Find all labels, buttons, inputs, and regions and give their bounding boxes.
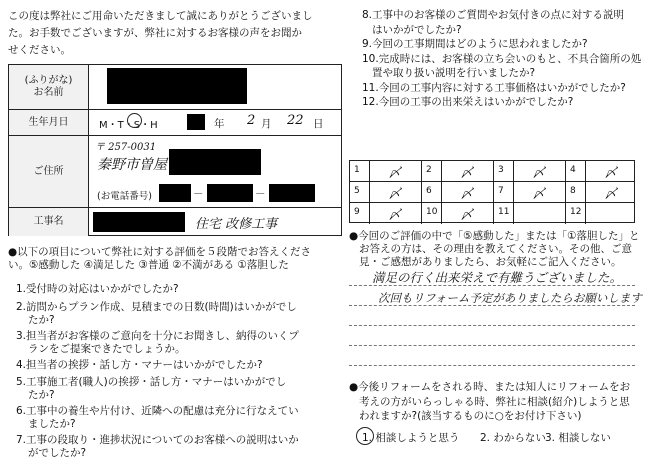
question-7b: がでしたか?	[28, 447, 87, 459]
intro-line-2: た。お手数でございますが、弊社に対するお客様の声をお聞か	[8, 27, 302, 39]
comment-prompt-line-2: お答えの方は、その理由を教えてください。その他、ご意	[359, 243, 632, 255]
question-10b: 置や取り扱い説明を行いましたか?	[372, 67, 536, 79]
rating-number: 6	[426, 186, 432, 196]
question-6b: ましたか?	[28, 418, 76, 430]
work-label: 工事名	[33, 216, 64, 227]
question-8b: はいかがでしたか?	[372, 23, 462, 36]
rating-number-cell	[494, 161, 514, 182]
rating-mark-cell[interactable]	[370, 182, 422, 203]
question-5a: 5.工事施工者(職人)の挨拶・話し方・マナーはいかがでし	[16, 376, 287, 388]
comment-prompt-line-1: ●今回のご評価の中で「⑤感動した」または「①落胆した」と	[349, 230, 640, 242]
postal-code: 〒 257-0031	[95, 142, 157, 153]
question-2b: たか?	[28, 314, 55, 326]
rating-mark-cell[interactable]	[514, 182, 566, 203]
rating-mark-cell[interactable]	[370, 203, 422, 224]
name-label-cell	[9, 65, 89, 109]
comment-rule-4	[349, 345, 635, 346]
question-5b: たか?	[28, 389, 55, 401]
work-name: 住宅 改修工事	[195, 217, 278, 232]
rating-number: 8	[570, 186, 576, 196]
question-12: 12.今回の工事の出来栄えはいかがでしたか?	[362, 96, 574, 108]
rating-mark-cell[interactable]	[586, 203, 634, 224]
work-row	[9, 207, 341, 236]
birth-month: 2	[247, 113, 256, 128]
instruction-line-1: ●以下の項目について弊社に対する評価を５段階でお答えくださ	[8, 246, 311, 258]
rating-checkmark: 〆	[460, 166, 474, 181]
comment-rule-5	[349, 365, 635, 366]
intro-line-3: せください。	[8, 44, 71, 56]
phone-redaction-1	[159, 184, 191, 202]
rating-number-cell	[422, 161, 442, 182]
phone-dash-2: －	[255, 188, 266, 200]
rating-number: 2	[426, 165, 432, 175]
work-redaction	[93, 212, 185, 232]
rating-mark-cell[interactable]	[442, 182, 494, 203]
comment-handwritten-line-2: 次回もリフォーム予定がありましたらお願いします	[378, 291, 642, 305]
rating-number: 12	[570, 207, 582, 217]
birth-year-unit: 年	[214, 118, 225, 130]
birth-month-unit: 月	[261, 118, 272, 130]
rating-number: 4	[570, 165, 576, 175]
rating-number-cell	[350, 182, 370, 203]
question-10a: 10.完成時には、お客様の立ち会いのもと、不具合箇所の処	[362, 52, 642, 65]
question-4: 4.担当者の挨拶・話し方・マナーはいかがでしたか?	[16, 359, 263, 371]
instruction-line-2: い。⑤感動した ④満足した ③普通 ②不満がある ①落胆した	[8, 259, 289, 271]
rating-mark-cell[interactable]	[514, 203, 566, 224]
question-3a: 3.担当者がお客様のご意向を十分にお聞きし、納得のいくプ	[16, 330, 300, 342]
referral-option-2: 2. わからない	[480, 432, 546, 444]
rating-checkmark: 〆	[604, 187, 618, 202]
rating-number-cell	[350, 203, 370, 224]
referral-line-3: われますか?(該当するものに○をお付け下さい)	[359, 410, 582, 422]
rating-number: 3	[498, 165, 504, 175]
phone-redaction-2	[207, 184, 253, 202]
intro-line-1: この度は弊社にご用命いただきまして誠にありがとうございまし	[8, 10, 313, 22]
rating-number-cell	[422, 203, 442, 224]
rating-grid	[349, 160, 635, 223]
rating-number: 7	[498, 186, 504, 196]
address-label: ご住所	[33, 165, 64, 177]
rating-checkmark: 〆	[532, 187, 546, 202]
question-6a: 6.工事中の養生や片付け、近隣への配慮は充分に行なえてい	[16, 405, 299, 417]
comment-prompt-line-3: 見・ご感想がありましたら、お気軽にご記入ください。	[359, 256, 622, 268]
rating-number: 9	[354, 207, 360, 217]
name-row	[9, 65, 341, 109]
birth-day-unit: 日	[313, 118, 324, 130]
rating-number: 10	[426, 207, 438, 217]
phone-label: (お電話番号)	[97, 191, 152, 202]
question-1: 1.受付時の対応はいかがでしたか?	[16, 283, 179, 295]
rating-checkmark: 〆	[388, 208, 402, 223]
rating-checkmark: 〆	[532, 166, 546, 181]
rating-number-cell	[422, 182, 442, 203]
question-3b: ランをご提案できたでしょうか。	[28, 343, 186, 355]
address-redaction	[169, 149, 261, 175]
referral-option-3: 3. 相談しない	[545, 432, 611, 444]
birth-day: 22	[287, 113, 304, 128]
rating-mark-cell[interactable]	[442, 203, 494, 224]
birth-year-redaction	[187, 114, 205, 130]
rating-checkmark: 〆	[460, 187, 474, 202]
era-circle-mark	[127, 113, 142, 128]
rating-checkmark: 〆	[604, 166, 618, 181]
rating-instructions	[8, 246, 343, 272]
name-redaction	[107, 68, 247, 104]
furigana-label: (ふりがな)	[24, 75, 73, 86]
address-row	[9, 135, 341, 207]
question-list-right	[362, 8, 654, 110]
rating-number: 1	[354, 165, 360, 175]
phone-redaction-3	[269, 184, 315, 202]
birth-era: M・T・S・H	[99, 120, 158, 131]
birthday-label-cell	[9, 110, 89, 135]
rating-mark-cell[interactable]	[514, 161, 566, 182]
question-8a: 8.工事中のお客様のご質問やお気付きの点に対する説明	[362, 9, 625, 21]
question-11: 11.今回の工事内容に対する工事価格はいかがでしたか?	[362, 81, 626, 94]
referral-line-2: 考えの方がいらっしゃる時、弊社に相談(紹介)しようと思	[359, 395, 630, 408]
intro-text	[8, 8, 343, 59]
rating-checkmark: 〆	[388, 187, 402, 202]
rating-mark-cell[interactable]	[586, 161, 634, 182]
rating-checkmark: 〆	[460, 208, 474, 223]
work-label-cell	[9, 208, 89, 236]
referral-line-1: ●今後リフォームをされる時、または知人にリフォームをお	[349, 381, 631, 393]
question-9: 9.今回の工事期間はどのように思われましたか?	[362, 38, 588, 50]
rating-mark-cell[interactable]	[442, 161, 494, 182]
address-label-cell	[9, 136, 89, 207]
rating-number: 5	[354, 186, 360, 196]
comment-rule-3	[349, 325, 635, 326]
birthday-label: 生年月日	[28, 116, 69, 128]
address-city: 秦野市曽屋	[97, 157, 167, 173]
birthday-row	[9, 109, 341, 135]
rating-number-cell	[494, 182, 514, 203]
question-2a: 2.訪問からプラン作成、見積までの日数(時間)はいかがでし	[16, 301, 297, 313]
rating-number-cell	[350, 161, 370, 182]
customer-info-table	[8, 64, 342, 236]
question-7a: 7.工事の段取り・進捗状況についてのお客様への説明はいか	[16, 434, 299, 446]
referral-question	[349, 380, 649, 424]
rating-mark-cell[interactable]	[586, 182, 634, 203]
rating-number: 11	[498, 207, 510, 217]
question-list-left	[16, 283, 346, 460]
referral-option-1: 1. 相談しようと思う	[362, 432, 460, 444]
rating-mark-cell[interactable]	[370, 161, 422, 182]
name-label: お名前	[33, 87, 64, 98]
rating-number-cell	[566, 203, 586, 224]
comment-handwritten-line-1: 満足の行く出来栄えで有難うございました。	[372, 270, 623, 285]
rating-number-cell	[566, 182, 586, 203]
phone-dash-1: －	[193, 188, 204, 200]
rating-checkmark: 〆	[388, 166, 402, 181]
rating-number-cell	[566, 161, 586, 182]
comment-prompt	[349, 230, 649, 269]
rating-number-cell	[494, 203, 514, 224]
